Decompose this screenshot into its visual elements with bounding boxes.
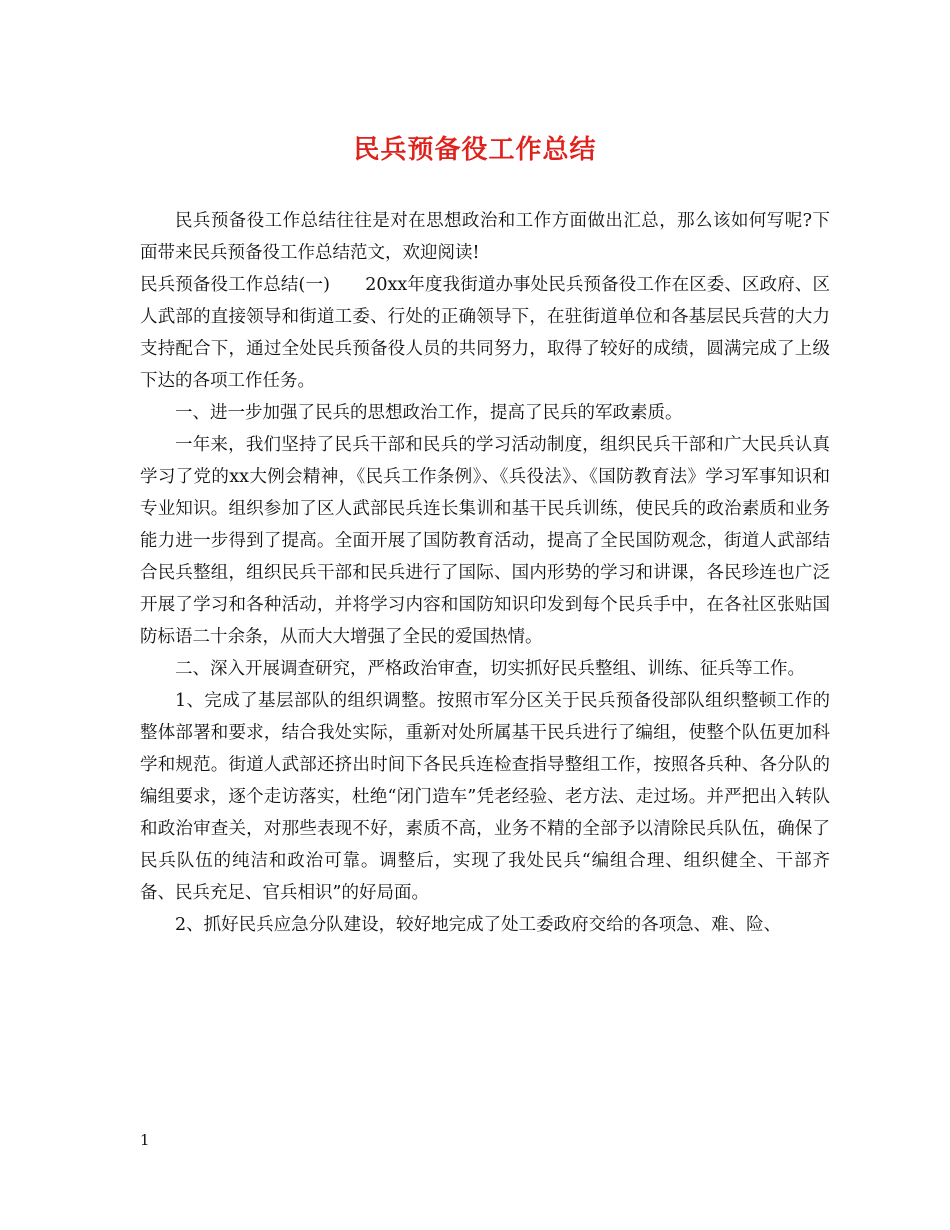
section-one-paragraph: 一年来，我们坚持了民兵干部和民兵的学习活动制度，组织民兵干部和广大民兵认真学习了党的xx大例会精神，《民兵工作条例》、《兵役法》、《国防教育法》学习军事知识和专业知识。组织参加了区人武部民兵连长集训和基干民兵训练，使民兵的政治素质和业务能力进一步得到了提高。全面开展了国防教育活动，提高了全民国防观念，街道人武部结合民兵整组，组织民兵干部和民兵进行了国际、国内形势的学习和讲课，各民珍连也广泛开展了学习和各种活动，并将学习内容和国防知识印发到每个民兵手中，在各社区张贴国防标语二十余条，从而大大增强了全民的爱国热情。	[140, 435, 830, 647]
document-body	[140, 205, 830, 941]
item-two-paragraph: 2、抓好民兵应急分队建设，较好地完成了处工委政府交给的各项急、难、险、	[175, 915, 782, 935]
page-number: 1	[140, 1131, 150, 1149]
section-one-heading: 一、进一步加强了民兵的思想政治工作，提高了民兵的军政素质。	[175, 403, 683, 423]
item-one-paragraph: 1、完成了基层部队的组织调整。按照市军分区关于民兵预备役部队组织整顿工作的整体部署和要求，结合我处实际，重新对处所属基干民兵进行了编组，使整个队伍更加科学和规范。街道人武部还挤出时间下各民兵连检查指导整组工作，按照各兵种、各分队的编组要求，逐个走访落实，杜绝“闭门造车”凭老经验、老方法、走过场。并严把出入转队和政治审查关，对那些表现不好，素质不高，业务不精的全部予以清除民兵队伍，确保了民兵队伍的纯洁和政治可靠。调整后，实现了我处民兵“编组合理、组织健全、干部齐备、民兵充足、官兵相识”的好局面。	[140, 691, 830, 903]
intro-paragraph: 民兵预备役工作总结往往是对在思想政治和工作方面做出汇总，那么该如何写呢?下面带来民兵预备役工作总结范文，欢迎阅读!	[140, 211, 830, 263]
section-two-heading: 二、深入开展调查研究，严格政治审查，切实抓好民兵整组、训练、征兵等工作。	[175, 659, 805, 679]
summary-one-paragraph: 民兵预备役工作总结(一) 20xx年度我街道办事处民兵预备役工作在区委、区政府、区人武部的直接领导和街道工委、行处的正确领导下，在驻街道单位和各基层民兵营的大力支持配合下，通过全处民兵预备役人员的共同努力，取得了较好的成绩，圆满完成了上级下达的各项工作任务。	[140, 275, 830, 391]
document-title: 民兵预备役工作总结	[353, 135, 597, 165]
